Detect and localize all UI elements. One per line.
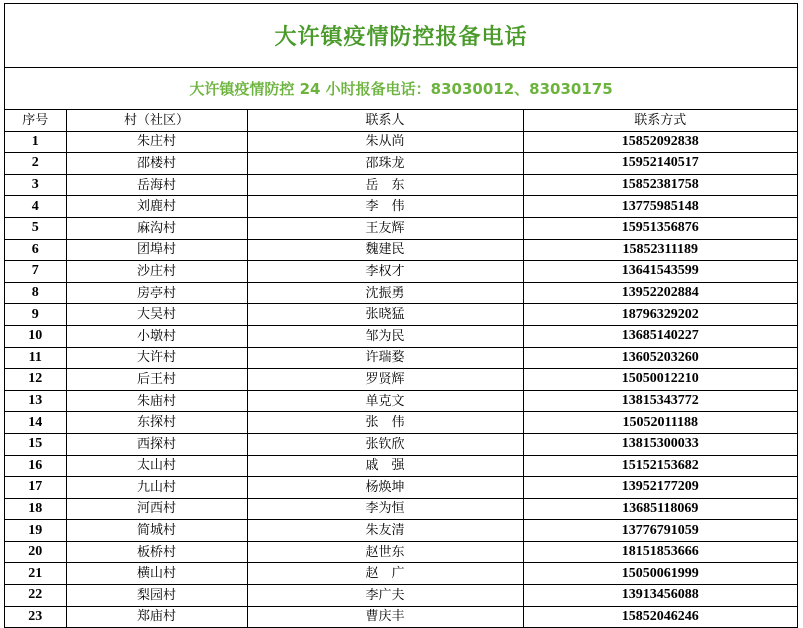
phone-number: 15050061999 [523, 563, 797, 585]
contact-name: 李为恒 [247, 498, 523, 520]
table-row [5, 412, 797, 434]
row-index: 10 [5, 325, 66, 347]
row-index: 2 [5, 153, 66, 175]
contact-name: 曹庆丰 [247, 606, 523, 627]
village-name: 简城村 [66, 520, 247, 542]
row-index: 7 [5, 261, 66, 283]
village-name: 横山村 [66, 563, 247, 585]
row-index: 17 [5, 477, 66, 499]
table-row [5, 131, 797, 153]
contact-name: 邵珠龙 [247, 153, 523, 175]
contact-sheet [4, 3, 798, 628]
contact-name: 李广夫 [247, 585, 523, 607]
phone-number: 13815343772 [523, 390, 797, 412]
contact-table [5, 110, 797, 627]
village-name: 大吴村 [66, 304, 247, 326]
table-row [5, 239, 797, 261]
phone-number: 13952177209 [523, 477, 797, 499]
contact-name: 张 伟 [247, 412, 523, 434]
village-name: 刘鹿村 [66, 196, 247, 218]
phone-number: 15852311189 [523, 239, 797, 261]
table-row [5, 563, 797, 585]
phone-number: 15050012210 [523, 369, 797, 391]
phone-number: 15052011188 [523, 412, 797, 434]
village-name: 太山村 [66, 455, 247, 477]
row-index: 22 [5, 585, 66, 607]
row-index: 13 [5, 390, 66, 412]
row-index: 15 [5, 433, 66, 455]
table-row [5, 174, 797, 196]
village-name: 郑庙村 [66, 606, 247, 627]
table-header-row [5, 110, 797, 131]
village-name: 房亭村 [66, 282, 247, 304]
contact-name: 朱从尚 [247, 131, 523, 153]
village-name: 九山村 [66, 477, 247, 499]
row-index: 20 [5, 541, 66, 563]
row-index: 4 [5, 196, 66, 218]
contact-name: 赵世东 [247, 541, 523, 563]
table-row [5, 520, 797, 542]
row-index: 3 [5, 174, 66, 196]
header-contact: 联系人 [247, 110, 523, 131]
phone-number: 15852092838 [523, 131, 797, 153]
village-name: 板桥村 [66, 541, 247, 563]
phone-number: 13775985148 [523, 196, 797, 218]
contact-name: 李权才 [247, 261, 523, 283]
table-row [5, 325, 797, 347]
table-row [5, 217, 797, 239]
row-index: 18 [5, 498, 66, 520]
row-index: 5 [5, 217, 66, 239]
row-index: 23 [5, 606, 66, 627]
phone-number: 13952202884 [523, 282, 797, 304]
table-row [5, 585, 797, 607]
table-row [5, 606, 797, 627]
row-index: 6 [5, 239, 66, 261]
row-index: 19 [5, 520, 66, 542]
village-name: 后王村 [66, 369, 247, 391]
table-row [5, 153, 797, 175]
contact-name: 张钦欣 [247, 433, 523, 455]
phone-number: 13685140227 [523, 325, 797, 347]
village-name: 梨园村 [66, 585, 247, 607]
row-index: 12 [5, 369, 66, 391]
header-village: 村（社区） [66, 110, 247, 131]
table-row [5, 347, 797, 369]
contact-name: 沈振勇 [247, 282, 523, 304]
contact-name: 王友辉 [247, 217, 523, 239]
contact-name: 单克文 [247, 390, 523, 412]
contact-name: 朱友清 [247, 520, 523, 542]
phone-number: 13815300033 [523, 433, 797, 455]
table-row [5, 541, 797, 563]
row-index: 8 [5, 282, 66, 304]
contact-name: 赵 广 [247, 563, 523, 585]
village-name: 东探村 [66, 412, 247, 434]
village-name: 大许村 [66, 347, 247, 369]
phone-number: 15852046246 [523, 606, 797, 627]
village-name: 朱庄村 [66, 131, 247, 153]
phone-number: 18151853666 [523, 541, 797, 563]
phone-number: 15952140517 [523, 153, 797, 175]
row-index: 21 [5, 563, 66, 585]
phone-number: 18796329202 [523, 304, 797, 326]
hotline-subtitle: 大许镇疫情防控 24 小时报备电话：83030012、83030175 [5, 68, 797, 110]
contact-name: 杨焕坤 [247, 477, 523, 499]
table-row [5, 433, 797, 455]
phone-number: 13776791059 [523, 520, 797, 542]
table-row [5, 196, 797, 218]
table-row [5, 477, 797, 499]
row-index: 11 [5, 347, 66, 369]
table-row [5, 282, 797, 304]
table-row [5, 390, 797, 412]
row-index: 16 [5, 455, 66, 477]
row-index: 1 [5, 131, 66, 153]
row-index: 9 [5, 304, 66, 326]
village-name: 河西村 [66, 498, 247, 520]
table-row [5, 455, 797, 477]
phone-number: 13913456088 [523, 585, 797, 607]
contact-name: 李 伟 [247, 196, 523, 218]
contact-name: 张晓猛 [247, 304, 523, 326]
village-name: 岳海村 [66, 174, 247, 196]
contact-name: 魏建民 [247, 239, 523, 261]
phone-number: 15951356876 [523, 217, 797, 239]
row-index: 14 [5, 412, 66, 434]
phone-number: 13685118069 [523, 498, 797, 520]
table-row [5, 261, 797, 283]
table-row [5, 369, 797, 391]
phone-number: 15852381758 [523, 174, 797, 196]
header-index: 序号 [5, 110, 66, 131]
village-name: 朱庙村 [66, 390, 247, 412]
contact-name: 岳 东 [247, 174, 523, 196]
village-name: 西探村 [66, 433, 247, 455]
table-row [5, 304, 797, 326]
village-name: 团埠村 [66, 239, 247, 261]
contact-name: 许瑞婺 [247, 347, 523, 369]
village-name: 邵楼村 [66, 153, 247, 175]
village-name: 麻沟村 [66, 217, 247, 239]
contact-name: 邹为民 [247, 325, 523, 347]
phone-number: 13641543599 [523, 261, 797, 283]
contact-name: 罗贤辉 [247, 369, 523, 391]
phone-number: 15152153682 [523, 455, 797, 477]
header-phone: 联系方式 [523, 110, 797, 131]
village-name: 小墩村 [66, 325, 247, 347]
contact-name: 戚 强 [247, 455, 523, 477]
table-row [5, 498, 797, 520]
page-title: 大许镇疫情防控报备电话 [5, 4, 797, 68]
village-name: 沙庄村 [66, 261, 247, 283]
phone-number: 13605203260 [523, 347, 797, 369]
